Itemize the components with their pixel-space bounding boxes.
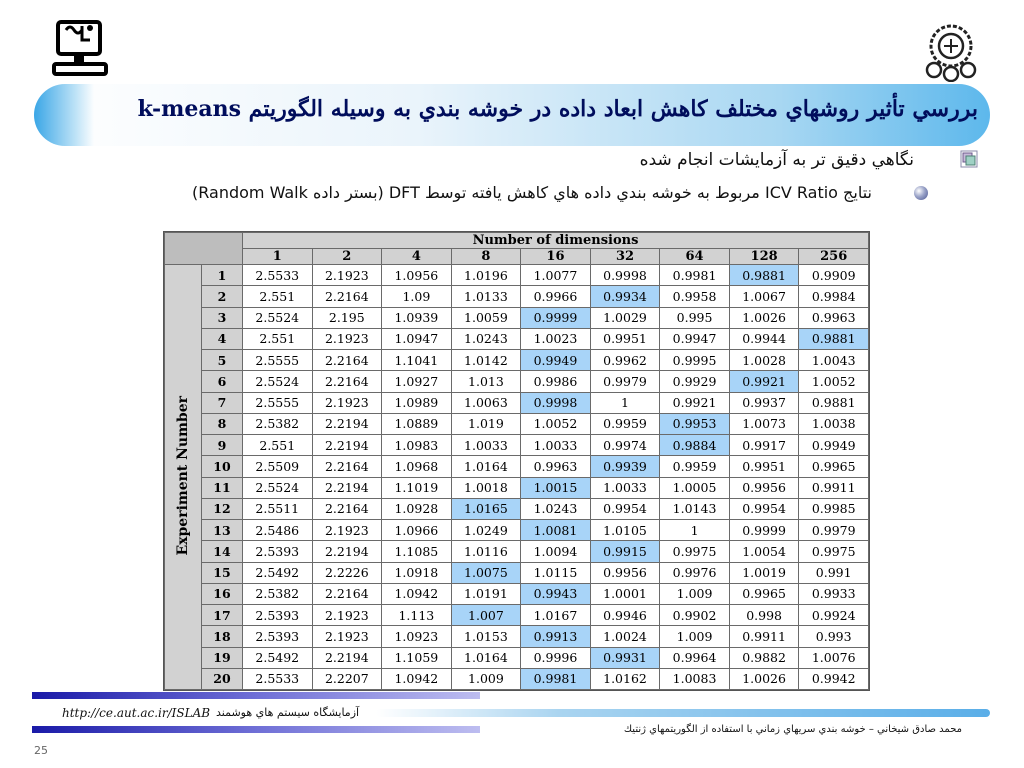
value-cell: 1.009	[660, 583, 730, 604]
footer-lab-name: آزمايشگاه سيستم هاي هوشمند	[216, 706, 360, 719]
value-cell: 1	[660, 520, 730, 541]
best-value-cell: 0.9931	[590, 647, 660, 668]
value-cell: 0.9995	[660, 350, 730, 371]
best-value-cell: 0.9943	[521, 583, 591, 604]
table-row	[165, 413, 869, 434]
bullet-text-2: نتايج ICV Ratio مربوط به خوشه بندي داده هاي كاهش يافته توسط DFT (بستر داده Random Walk)	[192, 183, 872, 202]
table-row	[165, 392, 869, 413]
value-cell: 1.0947	[382, 328, 452, 349]
value-cell: 2.2207	[312, 668, 382, 689]
row-header: 10	[202, 456, 243, 477]
value-cell: 1.0063	[451, 392, 521, 413]
value-cell: 2.5393	[243, 541, 313, 562]
value-cell: 0.9947	[660, 328, 730, 349]
best-value-cell: 0.9881	[729, 265, 799, 286]
sphere-bullet-icon	[914, 186, 928, 200]
value-cell: 0.9996	[521, 647, 591, 668]
best-value-cell: 0.9934	[590, 286, 660, 307]
best-value-cell: 0.9999	[521, 307, 591, 328]
row-header: 6	[202, 371, 243, 392]
value-cell: 1.0023	[521, 328, 591, 349]
value-cell: 2.2194	[312, 435, 382, 456]
value-cell: 2.2194	[312, 541, 382, 562]
value-cell: 0.9959	[590, 413, 660, 434]
value-cell: 1.0076	[799, 647, 869, 668]
table-row	[165, 286, 869, 307]
value-cell: 2.195	[312, 307, 382, 328]
value-cell: 1.0052	[799, 371, 869, 392]
table-row	[165, 307, 869, 328]
table-row	[165, 371, 869, 392]
row-header: 11	[202, 477, 243, 498]
value-cell: 1.0153	[451, 626, 521, 647]
row-header: 14	[202, 541, 243, 562]
table-row	[165, 626, 869, 647]
value-cell: 1.0968	[382, 456, 452, 477]
value-cell: 2.5511	[243, 498, 313, 519]
column-header: 8	[451, 249, 521, 265]
value-cell: 2.2164	[312, 286, 382, 307]
value-cell: 2.1923	[312, 605, 382, 626]
value-cell: 0.9951	[590, 328, 660, 349]
column-header: 4	[382, 249, 452, 265]
footer-bar-bottom	[32, 726, 480, 733]
value-cell: 1.0956	[382, 265, 452, 286]
value-cell: 2.1923	[312, 520, 382, 541]
table-row	[165, 605, 869, 626]
value-cell: 2.5524	[243, 307, 313, 328]
dimensions-header: Number of dimensions	[243, 233, 869, 249]
value-cell: 0.9911	[729, 626, 799, 647]
value-cell: 0.9924	[799, 605, 869, 626]
value-cell: 2.5393	[243, 605, 313, 626]
table-row	[165, 498, 869, 519]
value-cell: 0.9937	[729, 392, 799, 413]
value-cell: 0.9911	[799, 477, 869, 498]
table-row	[165, 435, 869, 456]
value-cell: 1.0243	[521, 498, 591, 519]
column-header: 2	[312, 249, 382, 265]
university-emblem-icon	[922, 20, 980, 82]
value-cell: 0.9975	[660, 541, 730, 562]
value-cell: 1.0889	[382, 413, 452, 434]
table-row	[165, 456, 869, 477]
value-cell: 0.9965	[799, 456, 869, 477]
value-cell: 1.0038	[799, 413, 869, 434]
table-row	[165, 477, 869, 498]
value-cell: 1.0249	[451, 520, 521, 541]
value-cell: 2.1923	[312, 328, 382, 349]
value-cell: 0.9981	[660, 265, 730, 286]
row-header: 16	[202, 583, 243, 604]
row-header: 3	[202, 307, 243, 328]
title-band	[34, 84, 990, 146]
row-header: 13	[202, 520, 243, 541]
best-value-cell: 0.9913	[521, 626, 591, 647]
value-cell: 0.9929	[660, 371, 730, 392]
value-cell: 1.0191	[451, 583, 521, 604]
value-cell: 1.013	[451, 371, 521, 392]
footer-bar-top	[32, 692, 480, 699]
value-cell: 1.0243	[451, 328, 521, 349]
row-header: 18	[202, 626, 243, 647]
best-value-cell: 0.9881	[799, 328, 869, 349]
value-cell: 1.0143	[660, 498, 730, 519]
value-cell: 1.0001	[590, 583, 660, 604]
value-cell: 0.9998	[590, 265, 660, 286]
table-row	[165, 520, 869, 541]
row-header: 4	[202, 328, 243, 349]
value-cell: 1.0142	[451, 350, 521, 371]
value-cell: 2.1923	[312, 626, 382, 647]
value-cell: 1.0164	[451, 647, 521, 668]
value-cell: 1.0077	[521, 265, 591, 286]
table-row	[165, 328, 869, 349]
column-header: 64	[660, 249, 730, 265]
value-cell: 1.0115	[521, 562, 591, 583]
value-cell: 0.9985	[799, 498, 869, 519]
value-cell: 1.0133	[451, 286, 521, 307]
table-header-row-1	[165, 233, 869, 249]
experiment-number-label: Experiment Number	[175, 395, 191, 556]
row-header: 5	[202, 350, 243, 371]
value-cell: 2.2164	[312, 350, 382, 371]
value-cell: 2.2164	[312, 583, 382, 604]
value-cell: 1.1085	[382, 541, 452, 562]
value-cell: 1.0029	[590, 307, 660, 328]
value-cell: 0.9951	[729, 456, 799, 477]
value-cell: 1.0054	[729, 541, 799, 562]
table-row	[165, 583, 869, 604]
value-cell: 0.9963	[521, 456, 591, 477]
value-cell: 1.1041	[382, 350, 452, 371]
value-cell: 1.0067	[729, 286, 799, 307]
page-number: 25	[34, 744, 48, 757]
value-cell: 0.9964	[660, 647, 730, 668]
value-cell: 0.991	[799, 562, 869, 583]
best-value-cell: 0.9915	[590, 541, 660, 562]
row-header: 19	[202, 647, 243, 668]
row-header: 2	[202, 286, 243, 307]
best-value-cell: 0.9884	[660, 435, 730, 456]
value-cell: 1.0966	[382, 520, 452, 541]
value-cell: 1.0928	[382, 498, 452, 519]
value-cell: 1.0164	[451, 456, 521, 477]
value-cell: 0.9959	[660, 456, 730, 477]
value-cell: 0.9976	[660, 562, 730, 583]
value-cell: 1.0983	[382, 435, 452, 456]
value-cell: 2.5533	[243, 668, 313, 689]
value-cell: 2.5509	[243, 456, 313, 477]
footer-author-text: محمد صادق شيخاني – خوشه بندي سريهاي زماني با استفاده از الگوريتمهاي ژنتيك	[623, 724, 962, 735]
value-cell: 1.0927	[382, 371, 452, 392]
value-cell: 1.0094	[521, 541, 591, 562]
slide-title: بررسي تأثير روشهاي مختلف كاهش ابعاد داده در خوشه بندي به وسيله الگوريتم k-means	[137, 96, 978, 122]
best-value-cell: 1.0075	[451, 562, 521, 583]
value-cell: 1.0942	[382, 583, 452, 604]
value-cell: 2.2164	[312, 498, 382, 519]
value-cell: 0.9933	[799, 583, 869, 604]
value-cell: 2.2194	[312, 647, 382, 668]
row-header: 7	[202, 392, 243, 413]
bullet-text-1: نگاهي دقيق تر به آزمايشات انجام شده	[639, 150, 914, 170]
best-value-cell: 1.007	[451, 605, 521, 626]
value-cell: 1.009	[451, 668, 521, 689]
best-value-cell: 0.9953	[660, 413, 730, 434]
value-cell: 0.9902	[660, 605, 730, 626]
value-cell: 0.9881	[799, 392, 869, 413]
value-cell: 0.9965	[729, 583, 799, 604]
value-cell: 1.09	[382, 286, 452, 307]
value-cell: 0.9984	[799, 286, 869, 307]
value-cell: 2.1923	[312, 265, 382, 286]
table-row	[165, 647, 869, 668]
column-header: 128	[729, 249, 799, 265]
value-cell: 2.551	[243, 328, 313, 349]
value-cell: 0.9956	[729, 477, 799, 498]
value-cell: 1.0162	[590, 668, 660, 689]
value-cell: 2.2194	[312, 477, 382, 498]
value-cell: 0.9921	[660, 392, 730, 413]
best-value-cell: 0.9949	[521, 350, 591, 371]
value-cell: 1.0196	[451, 265, 521, 286]
best-value-cell: 1.0015	[521, 477, 591, 498]
value-cell: 0.9999	[729, 520, 799, 541]
best-value-cell: 1.0081	[521, 520, 591, 541]
row-header: 8	[202, 413, 243, 434]
value-cell: 1.0073	[729, 413, 799, 434]
value-cell: 2.5524	[243, 371, 313, 392]
value-cell: 2.5555	[243, 392, 313, 413]
table-row	[165, 668, 869, 689]
value-cell: 0.9942	[799, 668, 869, 689]
value-cell: 2.1923	[312, 392, 382, 413]
value-cell: 1.009	[660, 626, 730, 647]
value-cell: 2.5382	[243, 413, 313, 434]
value-cell: 2.5533	[243, 265, 313, 286]
computer-lab-logo-icon	[52, 18, 108, 80]
row-header: 15	[202, 562, 243, 583]
value-cell: 0.9963	[799, 307, 869, 328]
value-cell: 1.0028	[729, 350, 799, 371]
value-cell: 1.0026	[729, 307, 799, 328]
value-cell: 1	[590, 392, 660, 413]
table-row	[165, 265, 869, 286]
value-cell: 1.0167	[521, 605, 591, 626]
row-header: 12	[202, 498, 243, 519]
value-cell: 2.5382	[243, 583, 313, 604]
value-cell: 2.5555	[243, 350, 313, 371]
value-cell: 0.9958	[660, 286, 730, 307]
value-cell: 0.9979	[590, 371, 660, 392]
value-cell: 0.9956	[590, 562, 660, 583]
value-cell: 0.9917	[729, 435, 799, 456]
column-header: 16	[521, 249, 591, 265]
value-cell: 1.0019	[729, 562, 799, 583]
value-cell: 2.2164	[312, 456, 382, 477]
value-cell: 2.2226	[312, 562, 382, 583]
value-cell: 2.5393	[243, 626, 313, 647]
value-cell: 0.9954	[729, 498, 799, 519]
row-header: 17	[202, 605, 243, 626]
best-value-cell: 1.0165	[451, 498, 521, 519]
value-cell: 0.9949	[799, 435, 869, 456]
footer-bar-right	[376, 709, 990, 717]
results-table	[163, 231, 870, 691]
value-cell: 0.9986	[521, 371, 591, 392]
column-header: 256	[799, 249, 869, 265]
value-cell: 1.0918	[382, 562, 452, 583]
value-cell: 0.995	[660, 307, 730, 328]
value-cell: 1.0939	[382, 307, 452, 328]
column-header-row	[165, 249, 869, 265]
value-cell: 0.9974	[590, 435, 660, 456]
value-cell: 1.0942	[382, 668, 452, 689]
value-cell: 2.5492	[243, 562, 313, 583]
table-row	[165, 350, 869, 371]
value-cell: 1.0059	[451, 307, 521, 328]
column-header: 32	[590, 249, 660, 265]
value-cell: 2.2164	[312, 371, 382, 392]
value-cell: 0.998	[729, 605, 799, 626]
value-cell: 0.9944	[729, 328, 799, 349]
value-cell: 1.0105	[590, 520, 660, 541]
value-cell: 0.993	[799, 626, 869, 647]
value-cell: 2.5524	[243, 477, 313, 498]
table-row	[165, 562, 869, 583]
value-cell: 0.9962	[590, 350, 660, 371]
value-cell: 1.113	[382, 605, 452, 626]
best-value-cell: 0.9921	[729, 371, 799, 392]
value-cell: 1.0024	[590, 626, 660, 647]
value-cell: 1.0033	[451, 435, 521, 456]
value-cell: 2.5486	[243, 520, 313, 541]
value-cell: 1.0033	[590, 477, 660, 498]
value-cell: 1.0989	[382, 392, 452, 413]
value-cell: 0.9975	[799, 541, 869, 562]
value-cell: 1.0083	[660, 668, 730, 689]
row-header: 9	[202, 435, 243, 456]
table-corner-cell	[165, 233, 243, 265]
value-cell: 0.9882	[729, 647, 799, 668]
value-cell: 1.0116	[451, 541, 521, 562]
best-value-cell: 0.9939	[590, 456, 660, 477]
value-cell: 1.0043	[799, 350, 869, 371]
value-cell: 0.9954	[590, 498, 660, 519]
value-cell: 0.9979	[799, 520, 869, 541]
row-header: 20	[202, 668, 243, 689]
value-cell: 1.0018	[451, 477, 521, 498]
slide-bullet-icon	[960, 150, 978, 168]
value-cell: 0.9909	[799, 265, 869, 286]
column-header: 1	[243, 249, 313, 265]
value-cell: 2.551	[243, 435, 313, 456]
value-cell: 0.9966	[521, 286, 591, 307]
value-cell: 1.0052	[521, 413, 591, 434]
value-cell: 1.0923	[382, 626, 452, 647]
value-cell: 0.9946	[590, 605, 660, 626]
footer-url-link[interactable]: http://ce.aut.ac.ir/ISLAB	[62, 706, 211, 720]
row-header: 1	[202, 265, 243, 286]
best-value-cell: 0.9998	[521, 392, 591, 413]
value-cell: 2.2194	[312, 413, 382, 434]
value-cell: 1.019	[451, 413, 521, 434]
value-cell: 1.1059	[382, 647, 452, 668]
value-cell: 1.0005	[660, 477, 730, 498]
value-cell: 1.1019	[382, 477, 452, 498]
value-cell: 1.0026	[729, 668, 799, 689]
value-cell: 2.5492	[243, 647, 313, 668]
value-cell: 2.551	[243, 286, 313, 307]
table-row	[165, 541, 869, 562]
best-value-cell: 0.9981	[521, 668, 591, 689]
value-cell: 1.0033	[521, 435, 591, 456]
experiment-number-label-cell	[165, 265, 202, 690]
